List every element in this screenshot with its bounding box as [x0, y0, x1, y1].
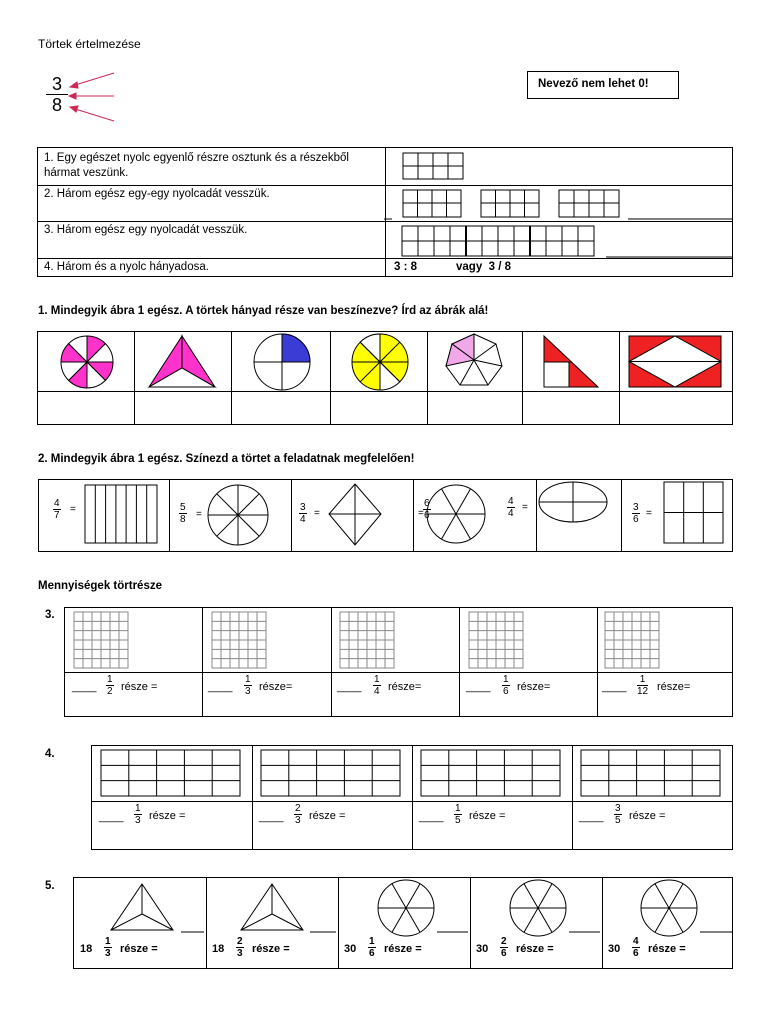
ex5-fraction-3: $\frac{1}{6}$ — [369, 936, 375, 959]
ex3-fraction-3: $\frac{1}{4}$ — [374, 674, 380, 697]
hero-numerator: 3 — [46, 74, 68, 95]
ex4-suffix-1: része = — [149, 810, 186, 822]
definition-1: 1. Egy egészet nyolc egyenlő részre osztunk és a részekből hármat veszünk. — [44, 152, 349, 179]
answer-blank: ____ — [602, 681, 627, 693]
note-text: Nevező nem lehet 0! — [538, 78, 649, 90]
definition-4: 4. Három és a nyolc hányadosa. — [44, 261, 209, 273]
ex5-whole-2: 18 — [212, 943, 225, 955]
ex5-suffix-5: része = — [648, 943, 686, 955]
ex3-suffix-5: része= — [657, 681, 691, 693]
ex5-suffix-1: része = — [120, 943, 158, 955]
hero-denominator: 8 — [51, 95, 62, 115]
answer-blank: ____ — [99, 811, 124, 823]
exercise-4-label: 4. — [45, 748, 55, 760]
ex4-fraction-3: $\frac{1}{5}$ — [455, 803, 461, 826]
ex5-suffix-4: része = — [516, 943, 554, 955]
ex5-whole-4: 30 — [476, 943, 489, 955]
ex2-eq-4: = — [418, 508, 424, 519]
ex5-item-2 — [212, 936, 337, 966]
ex5-fraction-4: $\frac{2}{6}$ — [501, 936, 507, 959]
ex2-fraction-5: $\frac{4}{4}$ — [508, 496, 514, 519]
ex3-fraction-5: $\frac{1}{12}$ — [637, 674, 649, 697]
ex5-suffix-2: része = — [252, 943, 290, 955]
definition-4-alt: vagy 3 / 8 — [456, 261, 511, 273]
ex4-suffix-2: része = — [309, 810, 346, 822]
ex2-fraction-2: $\frac{5}{8}$ — [180, 502, 186, 525]
ex2-eq-6: = — [646, 508, 652, 519]
ex3-suffix-4: része= — [517, 681, 551, 693]
ex2-fraction-3: $\frac{3}{4}$ — [300, 502, 306, 525]
exercise-2-title: 2. Mindegyik ábra 1 egész. Színezd a törtet a feladatnak megfelelően! — [38, 453, 415, 465]
answer-blank: ____ — [259, 811, 284, 823]
ex5-item-5 — [608, 936, 732, 966]
ex5-suffix-3: része = — [384, 943, 422, 955]
answer-blank: ____ — [72, 681, 97, 693]
ex3-suffix-2: része= — [259, 681, 293, 693]
ex3-fraction-1: $\frac{1}{2}$ — [107, 674, 113, 697]
answer-blank: ____ — [337, 681, 362, 693]
section-title: Mennyiségek törtrésze — [38, 580, 162, 592]
exercise-1-title: 1. Mindegyik ábra 1 egész. A törtek hányad része van beszínezve? Írd az ábrák alá! — [38, 305, 489, 317]
ex2-eq-5: = — [522, 502, 528, 513]
ex2-eq-2: = — [196, 509, 202, 520]
definition-4-ratio: 3 : 8 — [394, 261, 418, 273]
definition-2: 2. Három egész egy-egy nyolcadát vesszük. — [44, 188, 270, 200]
answer-blank: ____ — [579, 811, 604, 823]
ex4-suffix-3: része = — [469, 810, 506, 822]
ex2-fraction-1: $\frac{4}{7}$ — [54, 498, 60, 521]
answer-blank: ____ — [208, 681, 233, 693]
ex5-item-4 — [476, 936, 601, 966]
ex5-fraction-2: $\frac{2}{3}$ — [237, 936, 243, 959]
ex5-whole-1: 18 — [80, 943, 93, 955]
ex3-fraction-2: $\frac{1}{3}$ — [245, 674, 251, 697]
ex4-fraction-4: $\frac{3}{5}$ — [615, 803, 621, 826]
exercise-5-label: 5. — [45, 880, 55, 892]
ex2-eq-1: = — [70, 504, 76, 515]
ex5-whole-5: 30 — [608, 943, 621, 955]
ex2-fraction-6: $\frac{3}{6}$ — [633, 502, 639, 525]
definition-3: 3. Három egész egy nyolcadát vesszük. — [44, 224, 248, 236]
ex5-whole-3: 30 — [344, 943, 357, 955]
ex3-fraction-4: $\frac{1}{6}$ — [503, 674, 509, 697]
ex4-fraction-1: $\frac{1}{3}$ — [135, 803, 141, 826]
ex2-eq-3: = — [314, 508, 320, 519]
ex2-fraction-4: $\frac{6}{6}$ — [424, 498, 430, 521]
ex5-fraction-1: $\frac{1}{3}$ — [105, 936, 111, 959]
ex4-suffix-4: része = — [629, 810, 666, 822]
answer-blank: ____ — [419, 811, 444, 823]
answer-blank: ____ — [466, 681, 491, 693]
ex5-item-1 — [80, 936, 205, 966]
ex5-fraction-5: $\frac{4}{6}$ — [633, 936, 639, 959]
ex4-fraction-2: $\frac{2}{3}$ — [295, 803, 301, 826]
ex5-item-3 — [344, 936, 469, 966]
page-title: Törtek értelmezése — [38, 37, 141, 51]
exercise-3-label: 3. — [45, 609, 55, 621]
ex3-suffix-3: része= — [388, 681, 422, 693]
ex3-suffix-1: része = — [121, 681, 158, 693]
